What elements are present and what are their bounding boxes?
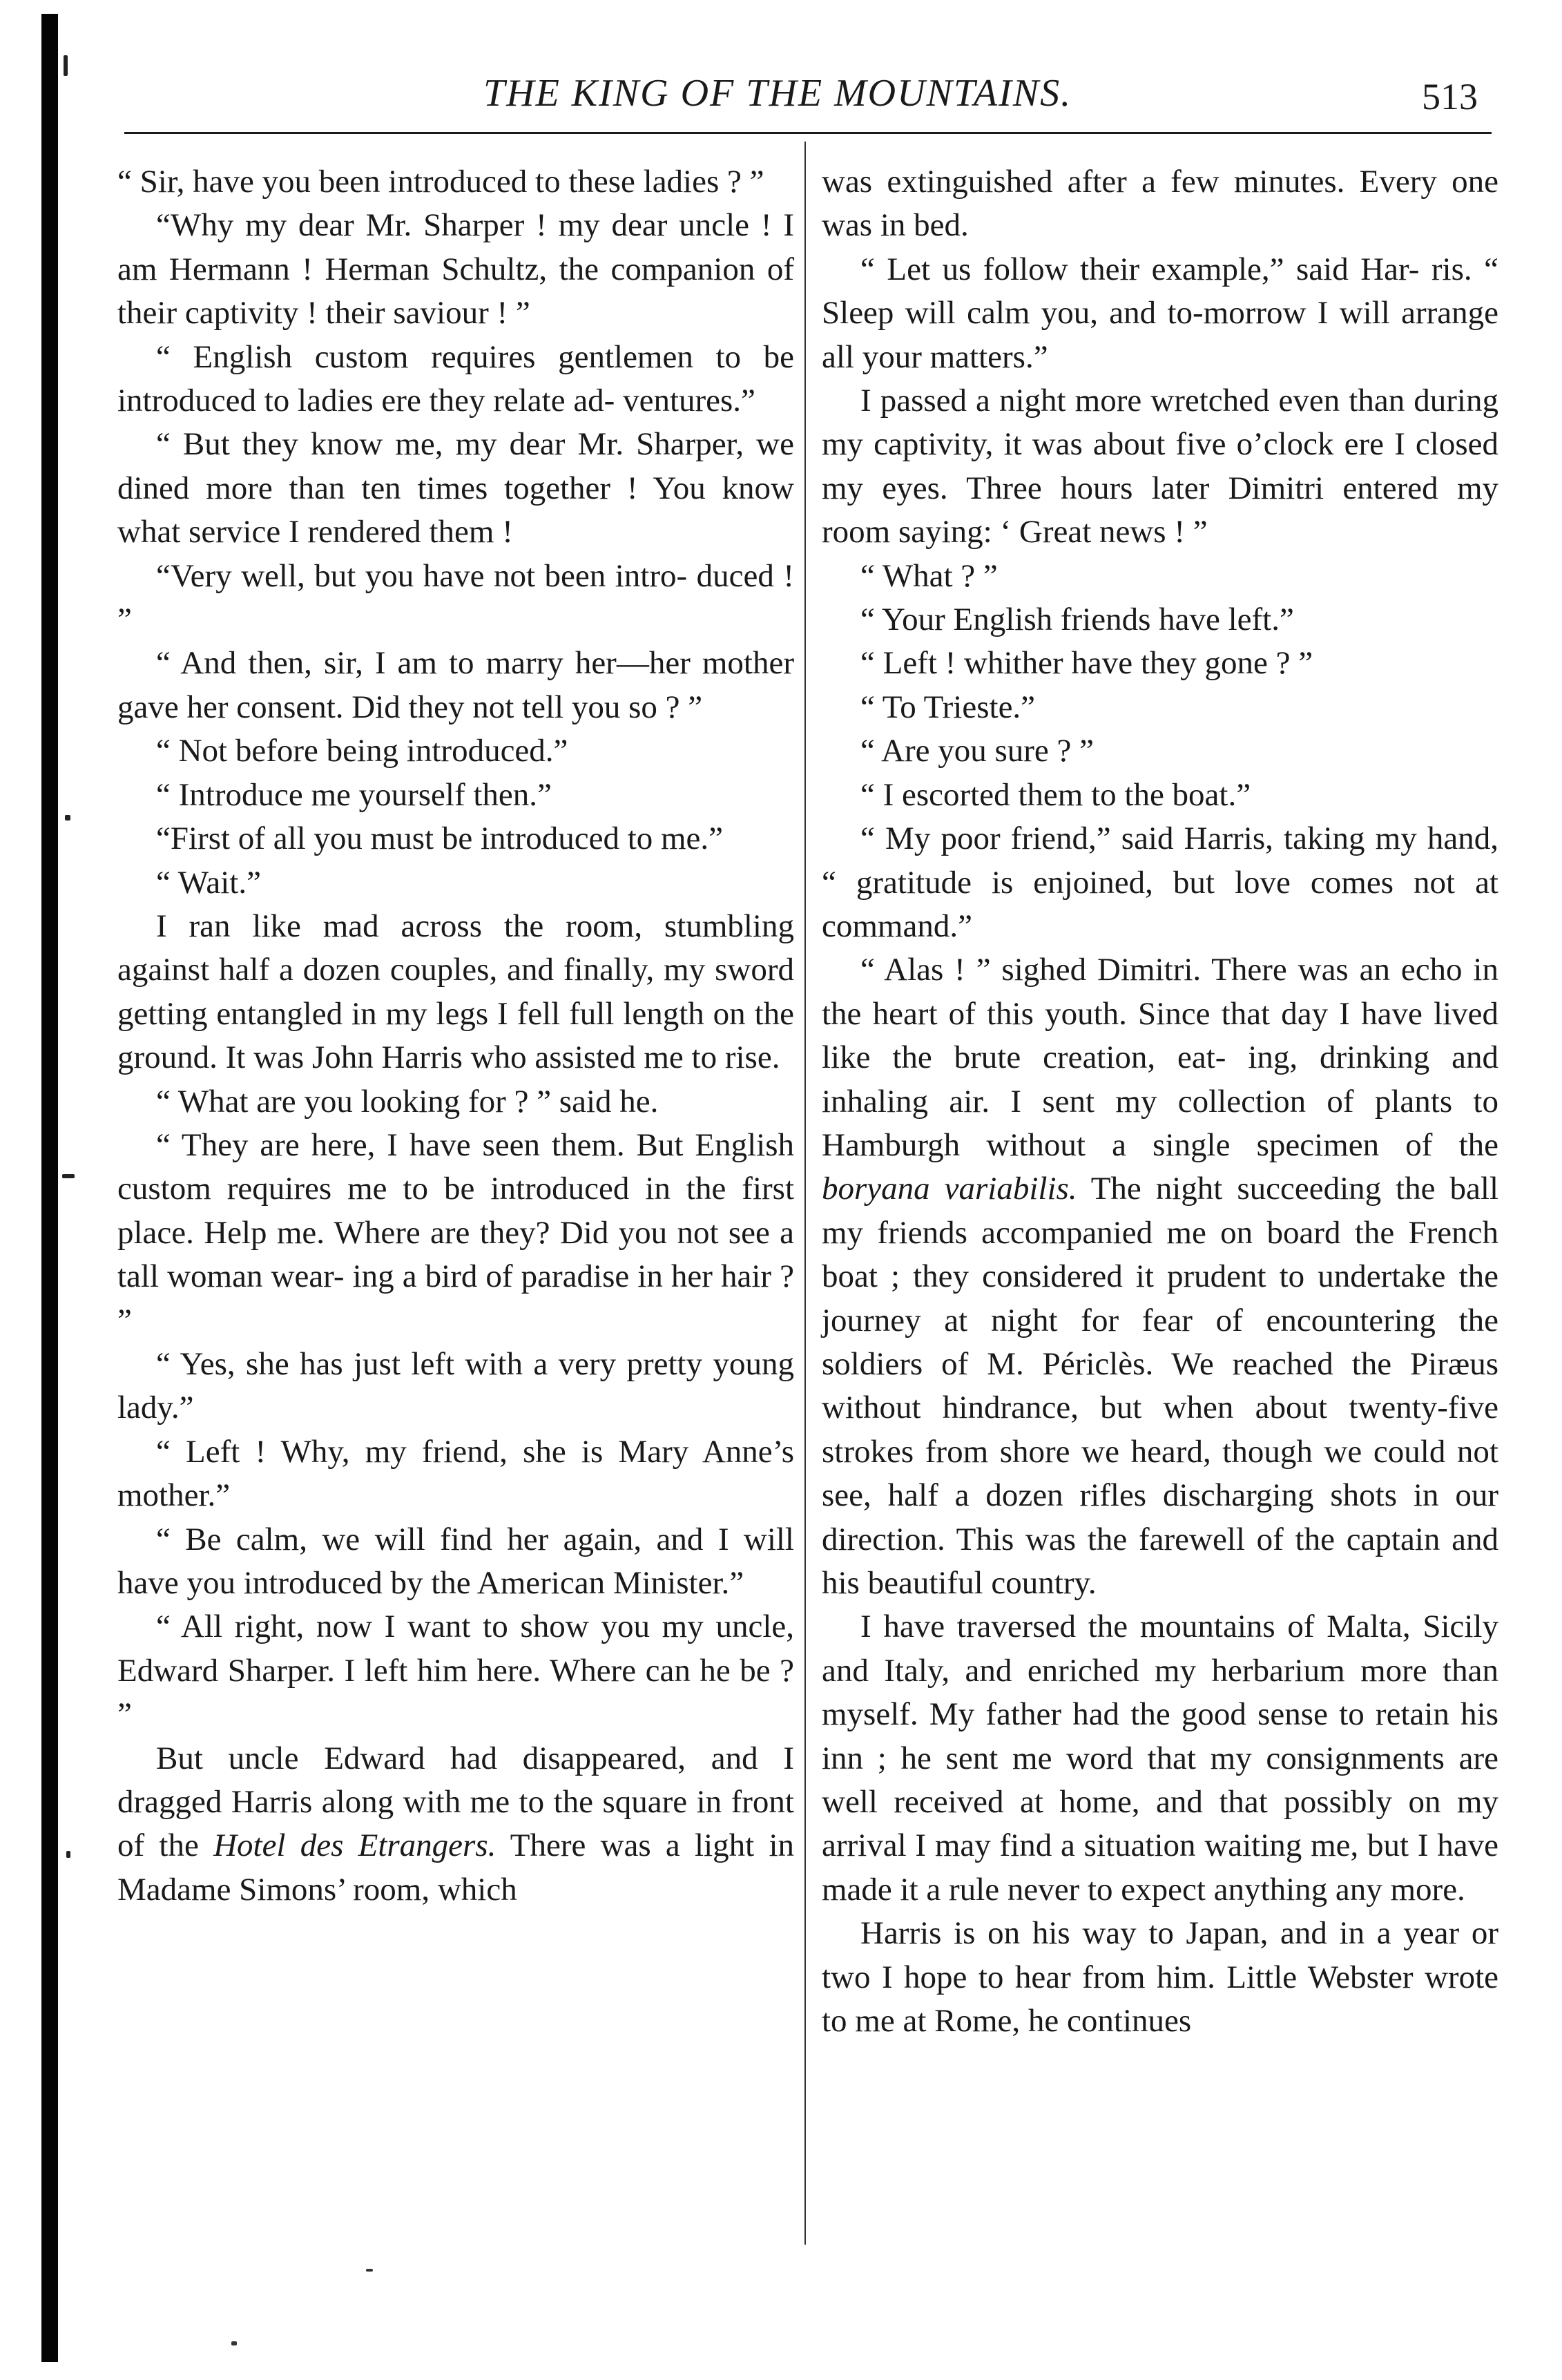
paragraph: “ All right, now I want to show you my uncle, Edward Sharper. I left him here. Where can he be ? ” <box>117 1609 794 1733</box>
paragraph: was extinguished after a few minutes. Every one was in bed. <box>822 164 1498 244</box>
paragraph: “ Be calm, we will find her again, and I will have you introduced by the American Minister.” <box>117 1521 794 1601</box>
paragraph: “ Not before being introduced.” <box>156 733 568 769</box>
paragraph: “ Left ! Why, my friend, she is Mary Anne’s mother.” <box>117 1433 794 1514</box>
paragraph: “ Sir, have you been introduced to these ladies ? ” <box>117 164 764 200</box>
paragraph: “Why my dear Mr. Sharper ! my dear uncle ! I am Hermann ! Herman Schultz, the companion of their captivity ! their saviour ! ” <box>117 207 794 332</box>
paragraph: “ But they know me, my dear Mr. Sharper, we dined more than ten times together ! You know what service I rendered them ! <box>117 426 794 550</box>
paragraph: “ Are you sure ? ” <box>860 733 1094 769</box>
paragraph: “ Yes, she has just left with a very pretty young lady.” <box>117 1345 794 1426</box>
right-column <box>822 160 1498 2232</box>
running-title: THE KING OF THE MOUNTAINS. <box>483 72 1072 115</box>
paragraph: “ Left ! whither have they gone ? ” <box>860 645 1313 682</box>
paragraph-text: The night succeeding the ball my friends accompanied me on board the French boat ; they considered it prudent to undertake the journey at night for fear of encountering the soldiers of M. Périclès. We reached the Piræus without hindrance, but when about twenty-five strokes from shore we heard, though we could not see, half a dozen rifles discharging shots in our direction. This was the farewell of the captain and his beautiful country. <box>822 1171 1498 1601</box>
paragraph: “ English custom requires gentlemen to be introduced to ladies ere they relate ad- ventures.” <box>117 338 794 419</box>
margin-speck <box>64 55 68 76</box>
paragraph: “ Your English friends have left.” <box>860 602 1294 638</box>
paragraph: “ Let us follow their example,” said Har- ris. “ Sleep will calm you, and to-morrow I will arrange all your matters.” <box>822 251 1498 375</box>
paragraph: “ What are you looking for ? ” said he. <box>156 1083 659 1120</box>
stray-mark <box>231 2341 237 2345</box>
italic-plant-name: boryana variabilis. <box>822 1171 1077 1207</box>
header-rule <box>124 132 1492 134</box>
paragraph: “ To Trieste.” <box>860 689 1036 725</box>
paragraph: I have traversed the mountains of Malta, Sicily and Italy, and enriched my herbarium more than myself. My father had the good sense to retain his inn ; he sent me word that my consignments are well received at home, and that possibly on my arrival I may find a situation waiting me, but I have made it a rule never to expect anything any more. <box>822 1609 1498 1908</box>
paragraph-text: “ Alas ! ” sighed Dimitri. There was an echo in the heart of this youth. Since that day I have lived like the brute creation, eat- ing, drinking and inhaling air. I sent my collection of plants to Hamburgh without a single specimen of the <box>822 952 1498 1163</box>
paragraph: I ran like mad across the room, stumbling against half a dozen couples, and finally, my sword getting entangled in my legs I fell full length on the ground. It was John Harris who assisted me to rise. <box>117 908 794 1076</box>
margin-speck <box>66 1851 70 1858</box>
page-number: 513 <box>1422 76 1478 117</box>
margin-speck <box>62 1174 75 1178</box>
margin-speck <box>65 815 70 820</box>
left-column <box>117 160 794 2232</box>
paragraph-boryana-variabilis <box>822 948 1498 1605</box>
paragraph: “ They are here, I have seen them. But English custom requires me to be introduced in the first place. Help me. Where are they? Did you not see a tall woman wear- ing a bird of paradise in her hair ? ” <box>117 1126 794 1338</box>
page-header <box>124 66 1492 135</box>
paragraph: Harris is on his way to Japan, and in a year or two I hope to hear from him. Little Webster wrote to me at Rome, he continues <box>822 1915 1498 2040</box>
italic-hotel-name: Hotel des Etrangers. <box>213 1827 496 1864</box>
stray-mark <box>366 2269 373 2272</box>
paragraph: I passed a night more wretched even than during my captivity, it was about five o’clock ere I closed my eyes. Three hours later Dimitri entered my room saying: ‘ Great news ! ” <box>822 383 1498 550</box>
page-binding-edge <box>41 14 58 2362</box>
paragraph: “ My poor friend,” said Harris, taking my hand, “ gratitude is enjoined, but love comes not at command.” <box>822 820 1498 944</box>
column-divider <box>804 142 806 2245</box>
paragraph: “ Introduce me yourself then.” <box>156 776 552 813</box>
paragraph: “Very well, but you have not been intro- duced ! ” <box>117 557 794 638</box>
paragraph: “ Wait.” <box>156 864 261 901</box>
paragraph: “ I escorted them to the boat.” <box>860 776 1251 813</box>
paragraph-text: There was a light in Madame Simons’ room, which <box>117 1827 795 1908</box>
paragraph: “ And then, sir, I am to marry her—her mother gave her consent. Did they not tell you so ? ” <box>117 645 794 725</box>
paragraph-text: But uncle Edward had disappeared, and I dragged Harris along with me to the square in front of the <box>117 1740 794 1864</box>
paragraph: “ What ? ” <box>860 557 998 594</box>
paragraph: “First of all you must be introduced to me.” <box>156 820 724 857</box>
paragraph-hotel-des-etrangers <box>117 1737 794 1912</box>
